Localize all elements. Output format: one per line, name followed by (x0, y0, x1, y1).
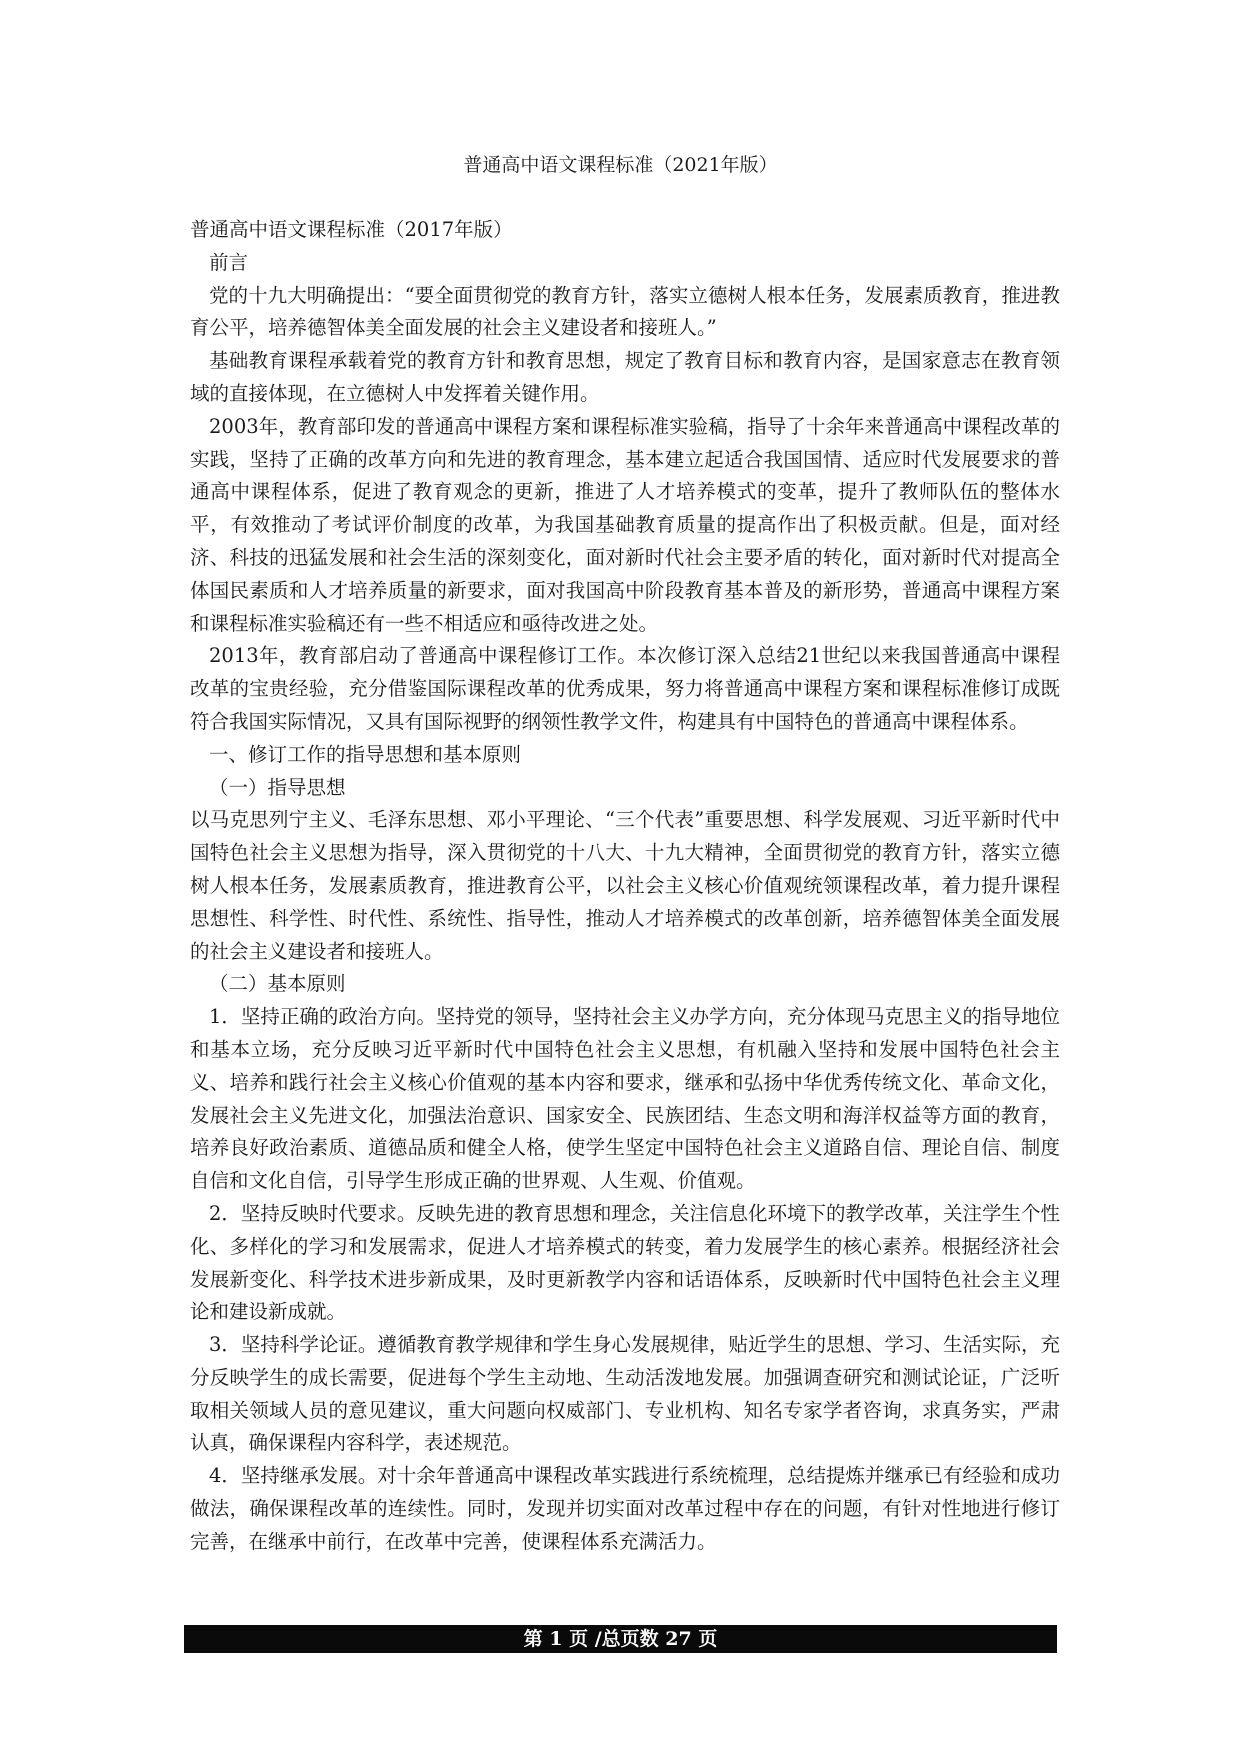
section-heading: 一、修订工作的指导思想和基本原则 (209, 742, 522, 766)
body-paragraph: 2013年，教育部启动了普通高中课程修订工作。本次修订深入总结21世纪以来我国普通高中课程改革的宝贵经验，充分借鉴国际课程改革的优秀成果，努力将普通高中课程方案和课程标准修订成既符合我国实际情况，又具有国际视野的纲领性教学文件，构建具有中国特色的普通高中课程体系。 (190, 644, 1060, 733)
subtitle-paragraph: 普通高中语文课程标准（2017年版） (190, 218, 513, 241)
body-paragraph: 基础教育课程承载着党的教育方针和教育思想，规定了教育目标和教育内容，是国家意志在教育领域的直接体现，在立德树人中发挥着关键作用。 (190, 349, 1060, 405)
document-title: 普通高中语文课程标准（2021年版） (463, 154, 778, 176)
subsection-heading: （二）基本原则 (209, 972, 346, 996)
page-footer (184, 1625, 1057, 1653)
body-paragraph: 2003年，教育部印发的普通高中课程方案和课程标准实验稿，指导了十余年来普通高中课程改革的实践，坚持了正确的改革方向和先进的教育理念，基本建立起适合我国国情、适应时代发展要求的普通高中课程体系，促进了教育观念的更新，推进了人才培养模式的变革，提升了教师队伍的整体水平，有效推动了考试评价制度的改革，为我国基础教育质量的提高作出了积极贡献。但是，面对经济、科技的迅猛发展和社会生活的深刻变化，面对新时代社会主要矛盾的转化，面对新时代对提高全体国民素质和人才培养质量的新要求，面对我国高中阶段教育基本普及的新形势，普通高中课程方案和课程标准实验稿还有一些不相适应和亟待改进之处。 (190, 414, 1060, 635)
principle-paragraph: 4．坚持继承发展。对十余年普通高中课程改革实践进行系统梳理，总结提炼并继承已有经验和成功做法，确保课程改革的连续性。同时，发现并切实面对改革过程中存在的问题，有针对性地进行修订完善，在继承中前行，在改革中完善，使课程体系充满活力。 (190, 1464, 1060, 1553)
document-body (190, 214, 1060, 1559)
body-paragraph: 以马克思列宁主义、毛泽东思想、邓小平理论、“三个代表”重要思想、科学发展观、习近平新时代中国特色社会主义思想为指导，深入贯彻党的十八大、十九大精神，全面贯彻党的教育方针，落实立德树人根本任务，发展素质教育，推进教育公平，以社会主义核心价值观统领课程改革，着力提升课程思想性、科学性、时代性、系统性、指导性，推动人才培养模式的改革创新，培养德智体美全面发展的社会主义建设者和接班人。 (190, 808, 1060, 963)
preface-heading: 前言 (209, 250, 249, 274)
principle-paragraph: 1．坚持正确的政治方向。坚持党的领导，坚持社会主义办学方向，充分体现马克思主义的指导地位和基本立场，充分反映习近平新时代中国特色社会主义思想，有机融入坚持和发展中国特色社会主义、培养和践行社会主义核心价值观的基本内容和要求，继承和弘扬中华优秀传统文化、革命文化，发展社会主义先进文化，加强法治意识、国家安全、民族团结、生态文明和海洋权益等方面的教育，培养良好政治素质、道德品质和健全人格，使学生坚定中国特色社会主义道路自信、理论自信、制度自信和文化自信，引导学生形成正确的世界观、人生观、价值观。 (190, 1005, 1060, 1193)
subsection-heading: （一）指导思想 (209, 775, 346, 799)
body-paragraph: 党的十九大明确提出：“要全面贯彻党的教育方针，落实立德树人根本任务，发展素质教育，推进教育公平，培养德智体美全面发展的社会主义建设者和接班人。” (190, 283, 1060, 340)
principle-paragraph: 2．坚持反映时代要求。反映先进的教育思想和理念，关注信息化环境下的教学改革，关注学生个性化、多样化的学习和发展需求，促进人才培养模式的转变，着力发展学生的核心素养。根据经济社会发展新变化、科学技术进步新成果，及时更新教学内容和话语体系，反映新时代中国特色社会主义理论和建设新成就。 (190, 1201, 1060, 1324)
page-number-label: 第 1 页 /总页数 27 页 (523, 1628, 718, 1650)
principle-paragraph: 3．坚持科学论证。遵循教育教学规律和学生身心发展规律，贴近学生的思想、学习、生活实际，充分反映学生的成长需要，促进每个学生主动地、生动活泼地发展。加强调查研究和测试论证，广泛听取相关领域人员的意见建议，重大问题向权威部门、专业机构、知名专家学者咨询，求真务实，严肃认真，确保课程内容科学，表述规范。 (190, 1333, 1060, 1455)
